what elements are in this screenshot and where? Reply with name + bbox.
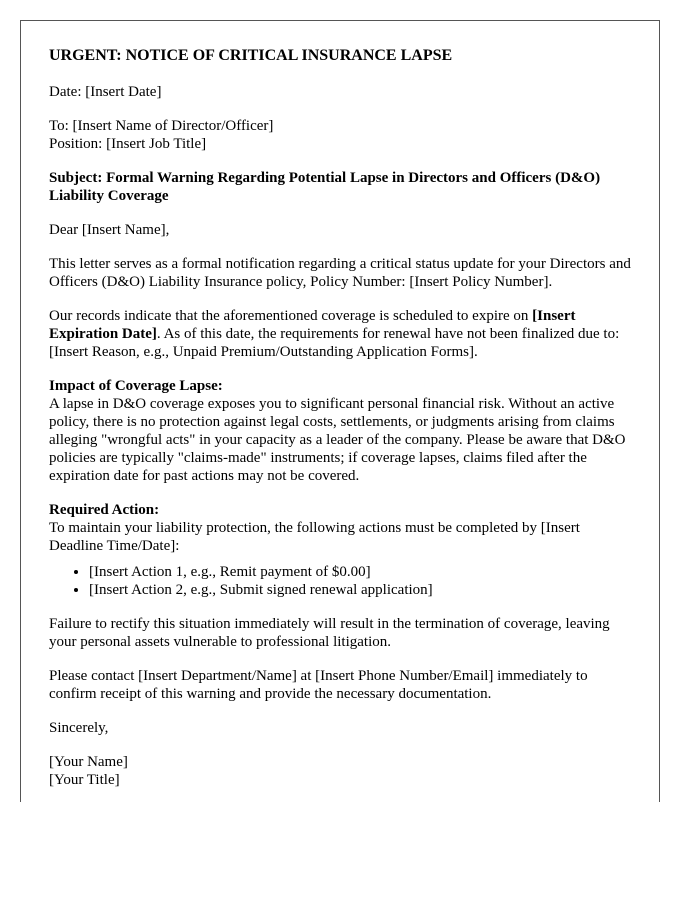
expiration-date-placeholder: [Insert Expiration Date] xyxy=(49,308,576,342)
impact-section xyxy=(49,377,631,485)
position-line: Position: [Insert Job Title] xyxy=(49,136,207,152)
paragraph-expiration xyxy=(49,307,631,361)
date-line: Date: [Insert Date] xyxy=(49,84,162,100)
signature-name: [Your Name] xyxy=(49,754,128,770)
subject-line: Subject: Formal Warning Regarding Potential Lapse in Directors and Officers (D&O) Liability Coverage xyxy=(49,170,601,204)
paragraph-failure-warning: Failure to rectify this situation immediately will result in the termination of coverage, leaving your personal assets vulnerable to professional litigation. xyxy=(49,616,610,650)
signature-title: [Your Title] xyxy=(49,772,120,788)
recipient-block xyxy=(49,117,631,153)
required-action-section xyxy=(49,501,631,599)
list-item: • [Insert Action 1, e.g., Remit payment of $0.00] xyxy=(89,563,631,581)
salutation: Dear [Insert Name], xyxy=(49,222,170,238)
signature-block xyxy=(49,753,631,789)
required-action-heading: Required Action: xyxy=(49,502,160,518)
impact-body: A lapse in D&O coverage exposes you to significant personal financial risk. Without an active policy, there is no protection against legal costs, settlements, or judgments arising from claims alleging "wrongful acts" in your capacity as a leader of the company. Please be aware that D&O policies are typically "claims-made" instruments; if coverage lapses, claims filed after the expiration date for past actions may not be covered. xyxy=(49,396,626,484)
action-list xyxy=(49,563,631,599)
letter-page xyxy=(20,20,660,802)
impact-heading: Impact of Coverage Lapse: xyxy=(49,378,223,394)
to-line: To: [Insert Name of Director/Officer] xyxy=(49,118,274,134)
letter-body xyxy=(21,21,659,789)
letter-title: URGENT: NOTICE OF CRITICAL INSURANCE LAPSE xyxy=(49,47,453,64)
expiration-text-post: . As of this date, the requirements for renewal have not been finalized due to: [Insert Reason, e.g., Unpaid Premium/Outstanding Application Forms]. xyxy=(49,326,620,360)
paragraph-contact: Please contact [Insert Department/Name] at [Insert Phone Number/Email] immediately to confirm receipt of this warning and provide the necessary documentation. xyxy=(49,668,588,702)
paragraph-policy-notice: This letter serves as a formal notification regarding a critical status update for your Directors and Officers (D&O) Liability Insurance policy, Policy Number: [Insert Policy Number]. xyxy=(49,256,631,290)
list-item: • [Insert Action 2, e.g., Submit signed renewal application] xyxy=(89,581,631,599)
required-action-body: To maintain your liability protection, the following actions must be completed by [Insert Deadline Time/Date]: xyxy=(49,520,580,554)
expiration-text-pre: Our records indicate that the aforementioned coverage is scheduled to expire on xyxy=(49,308,533,324)
closing: Sincerely, xyxy=(49,720,109,736)
